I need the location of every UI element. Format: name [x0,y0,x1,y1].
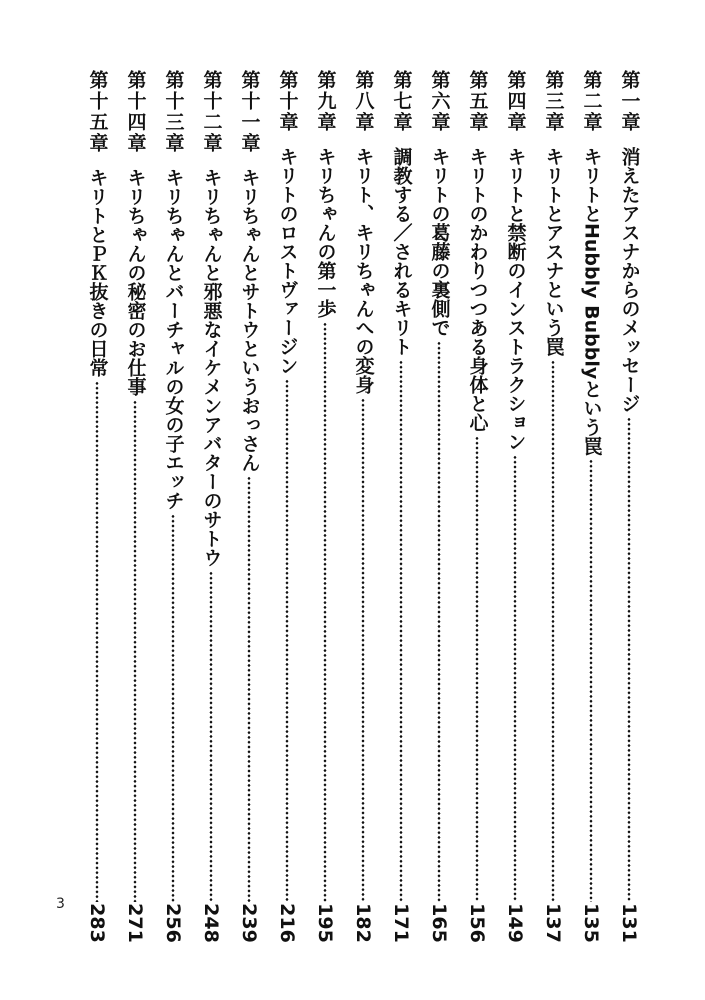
chapter-number: 第三章 [542,70,565,133]
chapter-number: 第二章 [580,70,603,133]
toc-column [534,70,572,950]
page-number: 165 [428,903,450,943]
toc-entry[interactable] [570,70,612,943]
toc-column [458,70,496,950]
dot-leader [399,360,403,902]
toc-entry[interactable] [380,70,422,943]
toc-column [344,70,382,950]
page-number: 195 [314,903,336,943]
chapter-title: キリちゃんの秘密のお仕事 [124,168,147,396]
dot-leader [551,360,555,902]
page-number: 135 [580,903,602,943]
chapter-number: 第六章 [428,70,451,133]
chapter-title: キリちゃんの第一歩 [314,147,337,318]
toc-entry[interactable] [456,70,498,943]
toc-entry[interactable] [266,70,308,943]
toc-column [306,70,344,950]
dot-leader [285,379,289,902]
page-number: 182 [352,903,374,943]
dot-leader [361,398,365,902]
toc-column [382,70,420,950]
dot-leader [437,341,441,902]
chapter-title: キリトのロストヴァージン [276,147,299,375]
toc-column [78,70,116,950]
toc-entry[interactable] [228,70,270,943]
page-number: 271 [124,903,146,943]
page-number: 248 [200,903,222,943]
chapter-title: キリトと禁断のインストラクション [504,147,527,451]
toc-entry[interactable] [532,70,574,943]
dot-leader [323,322,327,902]
chapter-title: 調教する／されるキリト [390,147,413,356]
page-number: 131 [618,903,640,943]
page-number: 256 [162,903,184,943]
chapter-title: キリトとアスナという罠 [542,147,565,356]
toc-entry[interactable] [304,70,346,943]
chapter-title: キリちゃんとサトウというおっさん [238,168,261,472]
dot-leader [513,455,517,902]
chapter-title: キリちゃんとバーチャルの女の子エッチ [162,168,185,510]
toc-entry[interactable] [342,70,384,943]
dot-leader [95,381,99,902]
toc-column [230,70,268,950]
page-number: 216 [276,903,298,943]
chapter-title: キリトとＰＫ抜きの日常 [86,168,109,377]
toc-entry[interactable] [494,70,536,943]
dot-leader [475,436,479,902]
chapter-number: 第十一章 [238,70,261,154]
dot-leader [209,571,213,902]
toc-entry[interactable] [608,70,650,943]
chapter-title: キリちゃんと邪悪なイケメンアバターのサトウ [200,168,223,567]
table-of-contents [78,70,648,950]
page-number: 156 [466,903,488,943]
chapter-title: キリトの葛藤の裏側で [428,147,451,337]
chapter-number: 第八章 [352,70,375,133]
chapter-number: 第七章 [390,70,413,133]
dot-leader [627,417,631,902]
page-number: 171 [390,903,412,943]
toc-entry[interactable] [152,70,194,943]
chapter-number: 第十五章 [86,70,109,154]
chapter-number: 第五章 [466,70,489,133]
chapter-title: キリトのかわりつつある身体と心 [466,147,489,432]
chapter-number: 第十二章 [200,70,223,154]
toc-column [268,70,306,950]
chapter-number: 第一章 [618,70,641,133]
chapter-number: 第十四章 [124,70,147,154]
chapter-title: キリトとHubbly Bubblyという罠 [580,147,603,456]
toc-column [610,70,648,950]
page-number: 239 [238,903,260,943]
folio-page-number: 3 [56,896,65,912]
page-number: 137 [542,903,564,943]
toc-column [116,70,154,950]
dot-leader [171,514,175,902]
dot-leader [247,476,251,902]
toc-column [572,70,610,950]
toc-entry[interactable] [114,70,156,943]
toc-column [192,70,230,950]
page-number: 149 [504,903,526,943]
chapter-number: 第十三章 [162,70,185,154]
dot-leader [589,459,593,902]
toc-entry[interactable] [418,70,460,943]
page-number: 283 [86,903,108,943]
toc-column [420,70,458,950]
toc-column [154,70,192,950]
chapter-title: 消えたアスナからのメッセージ [618,147,641,413]
chapter-number: 第四章 [504,70,527,133]
chapter-number: 第十章 [276,70,299,133]
toc-column [496,70,534,950]
chapter-number: 第九章 [314,70,337,133]
toc-entry[interactable] [76,70,118,943]
dot-leader [133,400,137,902]
toc-entry[interactable] [190,70,232,943]
chapter-title: キリト、キリちゃんへの変身 [352,147,375,394]
